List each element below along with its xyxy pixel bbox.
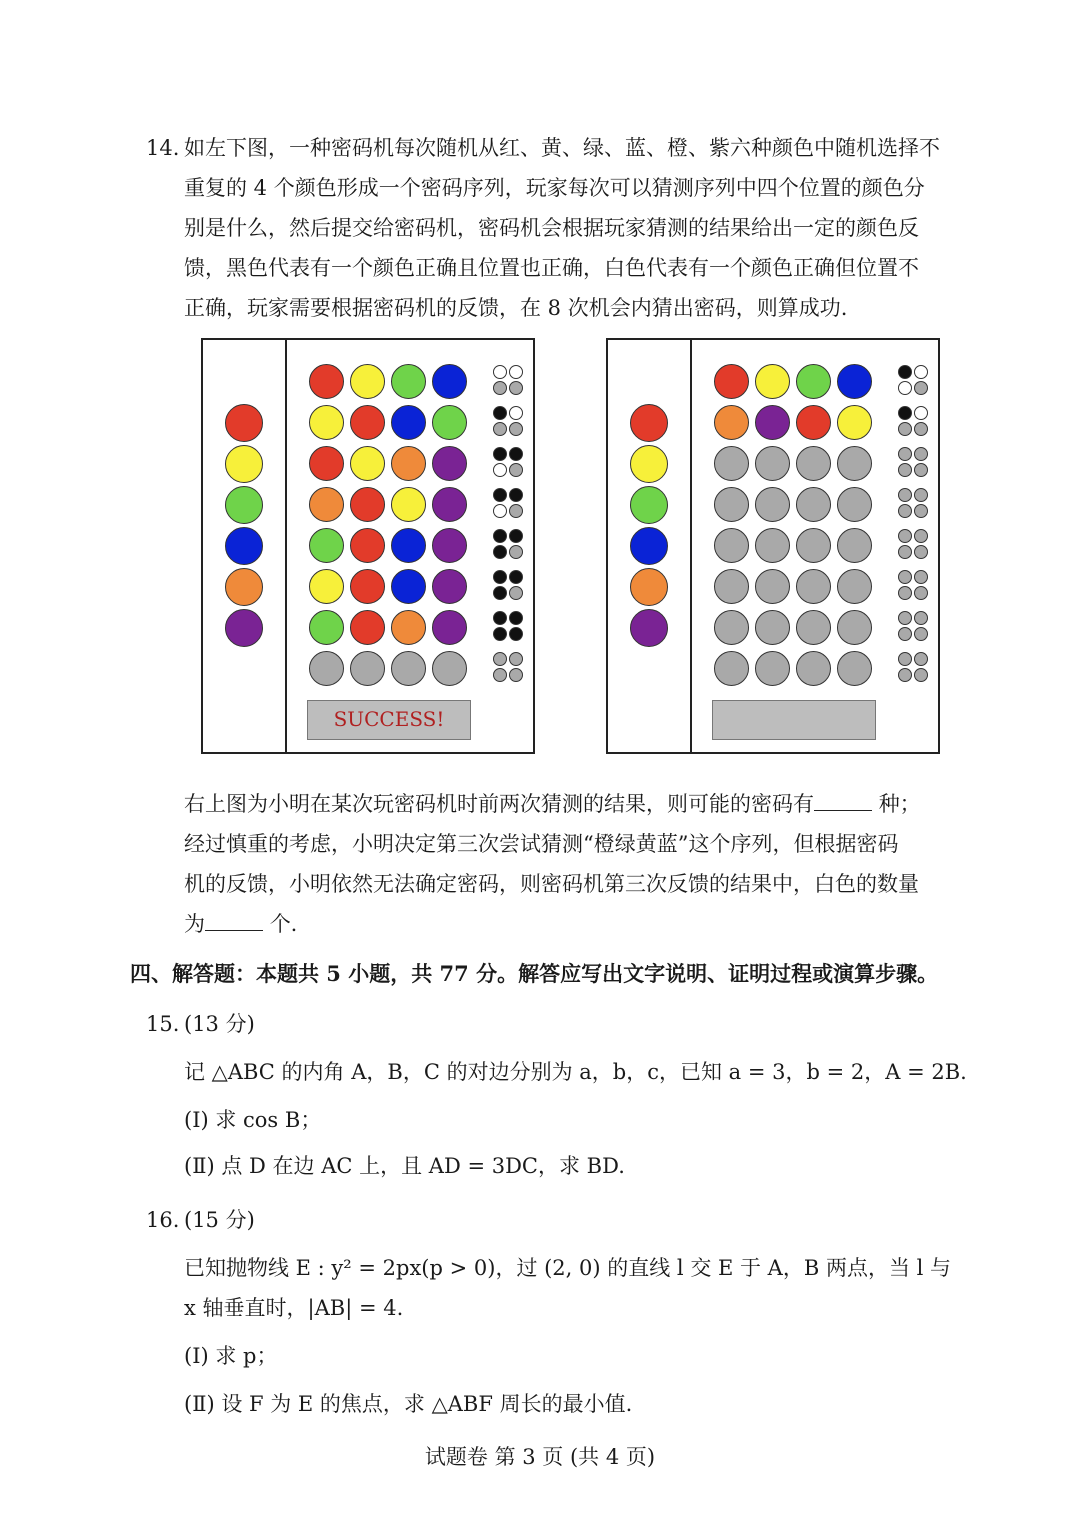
question-15-number: 15. xyxy=(146,1012,180,1036)
guess-peg-empty[interactable] xyxy=(796,528,831,563)
feedback-peg-empty xyxy=(493,668,507,682)
feedback-peg-black xyxy=(493,447,507,461)
feedback-peg-white xyxy=(493,365,507,379)
guess-peg-red[interactable] xyxy=(796,405,831,440)
palette-orange-peg[interactable] xyxy=(225,568,263,606)
q15-score: (13 分) xyxy=(184,1012,255,1036)
palette-purple-peg[interactable] xyxy=(630,609,668,647)
guess-peg-empty[interactable] xyxy=(796,569,831,604)
feedback-peg-black xyxy=(898,365,912,379)
feedback-peg-black xyxy=(493,570,507,584)
section-four-heading: 四、解答题：本题共 5 小题，共 77 分。解答应写出文字说明、证明过程或演算步骤。 xyxy=(130,961,939,986)
guess-peg-yellow[interactable] xyxy=(350,364,385,399)
feedback-peg-empty xyxy=(493,381,507,395)
feedback-peg-empty xyxy=(914,586,928,600)
guess-peg-empty[interactable] xyxy=(837,569,872,604)
guess-peg-red[interactable] xyxy=(714,364,749,399)
guess-peg-empty[interactable] xyxy=(350,651,385,686)
guess-peg-empty[interactable] xyxy=(837,610,872,645)
q16-part-2: (Ⅱ) 设 F 为 E 的焦点，求 △ABF 周长的最小值. xyxy=(184,1392,633,1416)
q14-intro-line-3: 别是什么，然后提交给密码机，密码机会根据玩家猜测的结果给出一定的颜色反 xyxy=(184,216,919,240)
feedback-peg-empty xyxy=(914,381,928,395)
guess-peg-red[interactable] xyxy=(350,569,385,604)
feedback-peg-black xyxy=(509,488,523,502)
guess-peg-red[interactable] xyxy=(309,446,344,481)
q14-intro-line-4: 馈，黑色代表有一个颜色正确且位置也正确，白色代表有一个颜色正确但位置不 xyxy=(184,256,919,280)
q14-intro-line-1: 如左下图，一种密码机每次随机从红、黄、绿、蓝、橙、紫六种颜色中随机选择不 xyxy=(184,136,940,160)
answer-blank-1[interactable] xyxy=(814,790,872,811)
submit-button[interactable] xyxy=(712,700,876,740)
palette-red-peg[interactable] xyxy=(630,404,668,442)
feedback-peg-white xyxy=(914,406,928,420)
q16-part-1: (Ⅰ) 求 p； xyxy=(184,1344,278,1368)
feedback-peg-black xyxy=(493,611,507,625)
feedback-peg-empty xyxy=(914,504,928,518)
feedback-peg-empty xyxy=(914,570,928,584)
guess-peg-green[interactable] xyxy=(309,528,344,563)
guess-peg-red[interactable] xyxy=(350,528,385,563)
board-divider xyxy=(285,340,287,752)
feedback-peg-white xyxy=(493,463,507,477)
page-footer: 试题卷 第 3 页 (共 4 页) xyxy=(424,1445,656,1469)
guess-peg-empty[interactable] xyxy=(755,569,790,604)
q14-question-unit: 种； xyxy=(878,792,921,816)
guess-peg-green[interactable] xyxy=(391,364,426,399)
feedback-peg-empty xyxy=(898,504,912,518)
palette-orange-peg[interactable] xyxy=(630,568,668,606)
q16-stem-line-1: 已知抛物线 E : y² = 2px(p > 0)，过 (2, 0) 的直线 l 交 E 于 A，B 两点，当 l 与 xyxy=(184,1256,952,1280)
guess-peg-orange[interactable] xyxy=(391,610,426,645)
guess-peg-empty[interactable] xyxy=(837,446,872,481)
guess-peg-empty[interactable] xyxy=(391,651,426,686)
feedback-peg-black xyxy=(493,406,507,420)
q15-part-2: (Ⅱ) 点 D 在边 AC 上，且 AD = 3DC，求 BD. xyxy=(184,1154,625,1178)
feedback-peg-empty xyxy=(898,545,912,559)
guess-peg-yellow[interactable] xyxy=(837,405,872,440)
guess-peg-blue[interactable] xyxy=(391,569,426,604)
guess-peg-empty[interactable] xyxy=(755,528,790,563)
q14-question-text-4a: 为 xyxy=(184,912,205,936)
left-mastermind-board xyxy=(201,338,535,754)
board-divider xyxy=(690,340,692,752)
guess-peg-yellow[interactable] xyxy=(309,569,344,604)
feedback-peg-empty xyxy=(898,652,912,666)
q14-question-line-2: 经过慎重的考虑，小明决定第三次尝试猜测“橙绿黄蓝”这个序列，但根据密码 xyxy=(184,832,899,856)
palette-green-peg[interactable] xyxy=(225,486,263,524)
feedback-peg-white xyxy=(509,406,523,420)
guess-peg-empty[interactable] xyxy=(755,610,790,645)
feedback-peg-empty xyxy=(509,586,523,600)
guess-peg-empty[interactable] xyxy=(714,528,749,563)
palette-yellow-peg[interactable] xyxy=(225,445,263,483)
guess-peg-red[interactable] xyxy=(350,405,385,440)
feedback-peg-empty xyxy=(914,611,928,625)
guess-peg-yellow[interactable] xyxy=(350,446,385,481)
guess-peg-orange[interactable] xyxy=(309,487,344,522)
guess-peg-empty[interactable] xyxy=(837,528,872,563)
q14-intro-line-2: 重复的 4 个颜色形成一个密码序列，玩家每次可以猜测序列中四个位置的颜色分 xyxy=(184,176,925,200)
feedback-peg-empty xyxy=(898,668,912,682)
feedback-peg-black xyxy=(493,586,507,600)
feedback-peg-black xyxy=(493,488,507,502)
feedback-peg-empty xyxy=(509,422,523,436)
palette-green-peg[interactable] xyxy=(630,486,668,524)
guess-peg-purple[interactable] xyxy=(432,610,467,645)
guess-peg-empty[interactable] xyxy=(796,446,831,481)
guess-peg-empty[interactable] xyxy=(755,651,790,686)
guess-peg-purple[interactable] xyxy=(432,569,467,604)
guess-peg-purple[interactable] xyxy=(432,446,467,481)
success-button[interactable]: SUCCESS! xyxy=(307,700,471,740)
question-14-number: 14. xyxy=(146,136,180,160)
guess-peg-yellow[interactable] xyxy=(755,364,790,399)
guess-peg-red[interactable] xyxy=(350,610,385,645)
guess-peg-empty[interactable] xyxy=(796,651,831,686)
feedback-peg-empty xyxy=(914,529,928,543)
q16-stem-line-2: x 轴垂直时，|AB| = 4. xyxy=(184,1296,404,1320)
guess-peg-green[interactable] xyxy=(796,364,831,399)
palette-blue-peg[interactable] xyxy=(225,527,263,565)
feedback-peg-empty xyxy=(914,545,928,559)
guess-peg-blue[interactable] xyxy=(391,405,426,440)
guess-peg-green[interactable] xyxy=(309,610,344,645)
feedback-peg-black xyxy=(509,570,523,584)
q14-question-text-4b: 个. xyxy=(269,912,298,936)
feedback-peg-empty xyxy=(914,668,928,682)
feedback-peg-empty xyxy=(509,463,523,477)
feedback-peg-black xyxy=(898,406,912,420)
guess-peg-green[interactable] xyxy=(432,405,467,440)
feedback-peg-empty xyxy=(898,586,912,600)
feedback-peg-empty xyxy=(898,529,912,543)
guess-peg-yellow[interactable] xyxy=(309,405,344,440)
feedback-peg-black xyxy=(509,627,523,641)
feedback-peg-empty xyxy=(493,652,507,666)
feedback-peg-empty xyxy=(898,570,912,584)
guess-peg-empty[interactable] xyxy=(714,569,749,604)
feedback-peg-white xyxy=(898,381,912,395)
feedback-peg-empty xyxy=(914,488,928,502)
q14-intro-line-5: 正确，玩家需要根据密码机的反馈，在 8 次机会内猜出密码，则算成功. xyxy=(184,296,848,320)
guess-peg-blue[interactable] xyxy=(837,364,872,399)
guess-peg-orange[interactable] xyxy=(714,405,749,440)
feedback-peg-empty xyxy=(898,422,912,436)
feedback-peg-empty xyxy=(898,488,912,502)
guess-peg-red[interactable] xyxy=(350,487,385,522)
feedback-peg-empty xyxy=(509,381,523,395)
guess-peg-empty[interactable] xyxy=(837,651,872,686)
feedback-peg-empty xyxy=(898,447,912,461)
feedback-peg-white xyxy=(493,504,507,518)
guess-peg-yellow[interactable] xyxy=(391,487,426,522)
feedback-peg-black xyxy=(493,529,507,543)
q14-question-line-1 xyxy=(184,784,921,824)
feedback-peg-empty xyxy=(914,422,928,436)
q14-question-line-3: 机的反馈，小明依然无法确定密码，则密码机第三次反馈的结果中，白色的数量 xyxy=(184,872,919,896)
q15-part-1: (Ⅰ) 求 cos B； xyxy=(184,1108,322,1132)
guess-peg-blue[interactable] xyxy=(391,528,426,563)
feedback-peg-white xyxy=(914,365,928,379)
guess-peg-empty[interactable] xyxy=(714,446,749,481)
guess-peg-empty[interactable] xyxy=(309,651,344,686)
feedback-peg-empty xyxy=(914,447,928,461)
palette-blue-peg[interactable] xyxy=(630,527,668,565)
feedback-peg-empty xyxy=(509,504,523,518)
feedback-peg-empty xyxy=(509,545,523,559)
feedback-peg-empty xyxy=(509,668,523,682)
feedback-peg-empty xyxy=(914,463,928,477)
feedback-peg-black xyxy=(493,627,507,641)
q16-score: (15 分) xyxy=(184,1208,255,1232)
guess-peg-empty[interactable] xyxy=(796,487,831,522)
feedback-peg-white xyxy=(509,365,523,379)
feedback-peg-empty xyxy=(914,652,928,666)
guess-peg-red[interactable] xyxy=(309,364,344,399)
question-16-number: 16. xyxy=(146,1208,180,1232)
feedback-peg-black xyxy=(509,447,523,461)
right-mastermind-board xyxy=(606,338,940,754)
q15-stem: 记 △ABC 的内角 A，B，C 的对边分别为 a，b，c，已知 a = 3，b = 2，A = 2B. xyxy=(184,1060,967,1084)
guess-peg-empty[interactable] xyxy=(432,651,467,686)
feedback-peg-black xyxy=(493,545,507,559)
guess-peg-empty[interactable] xyxy=(714,610,749,645)
guess-peg-purple[interactable] xyxy=(432,528,467,563)
guess-peg-empty[interactable] xyxy=(755,487,790,522)
feedback-peg-empty xyxy=(898,611,912,625)
guess-peg-purple[interactable] xyxy=(755,405,790,440)
feedback-peg-empty xyxy=(493,422,507,436)
feedback-peg-black xyxy=(509,529,523,543)
feedback-peg-black xyxy=(509,611,523,625)
feedback-peg-empty xyxy=(509,652,523,666)
feedback-peg-empty xyxy=(898,463,912,477)
guess-peg-empty[interactable] xyxy=(755,446,790,481)
feedback-peg-empty xyxy=(914,627,928,641)
guess-peg-purple[interactable] xyxy=(432,487,467,522)
guess-peg-empty[interactable] xyxy=(837,487,872,522)
q14-question-text: 右上图为小明在某次玩密码机时前两次猜测的结果，则可能的密码有 xyxy=(184,792,814,816)
palette-yellow-peg[interactable] xyxy=(630,445,668,483)
guess-peg-orange[interactable] xyxy=(391,446,426,481)
guess-peg-empty[interactable] xyxy=(714,487,749,522)
guess-peg-blue[interactable] xyxy=(432,364,467,399)
feedback-peg-empty xyxy=(898,627,912,641)
palette-red-peg[interactable] xyxy=(225,404,263,442)
guess-peg-empty[interactable] xyxy=(796,610,831,645)
palette-purple-peg[interactable] xyxy=(225,609,263,647)
q14-question-line-4 xyxy=(184,904,297,944)
answer-blank-2[interactable] xyxy=(205,910,263,931)
guess-peg-empty[interactable] xyxy=(714,651,749,686)
